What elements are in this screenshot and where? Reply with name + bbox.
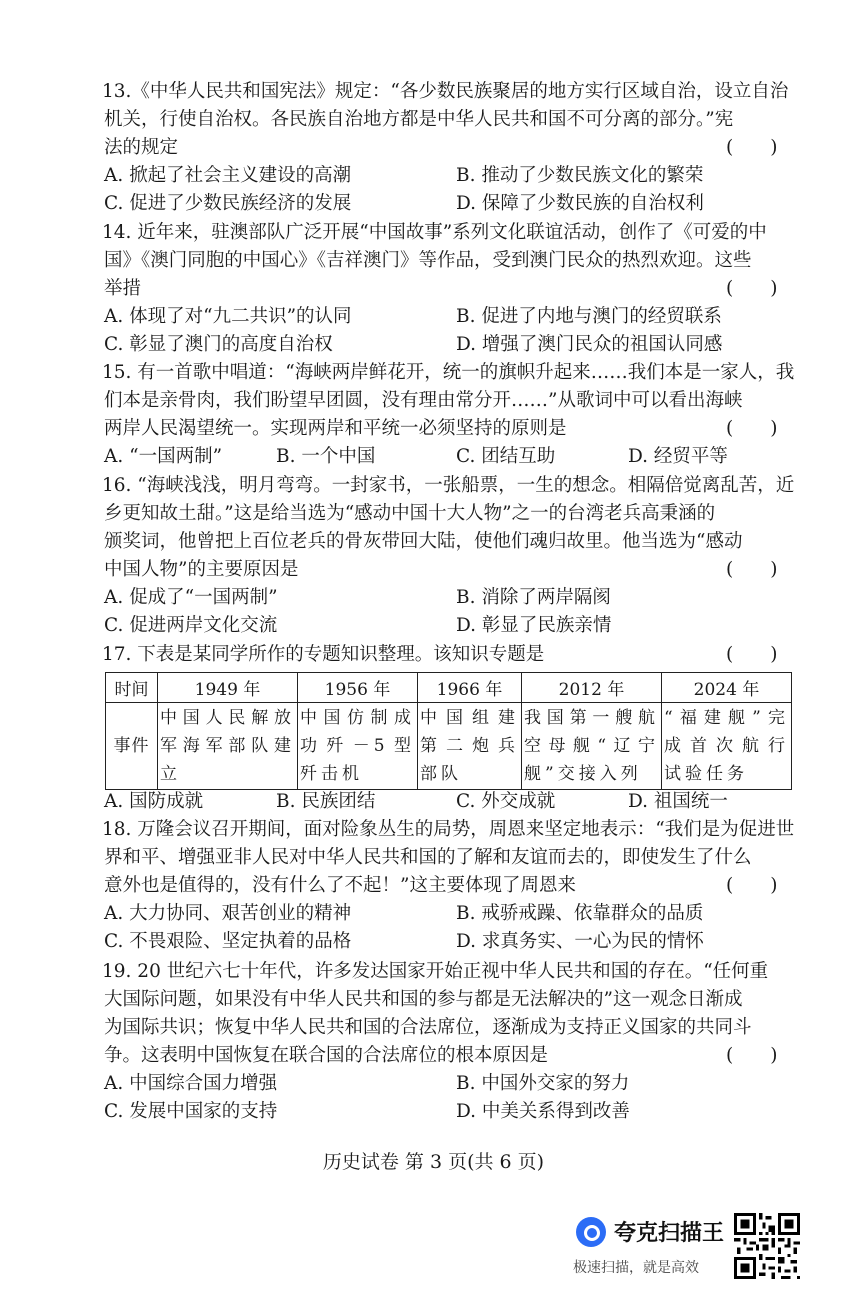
question-stem-line: 为国际共识；恢复中华人民共和国的合法席位，逐渐成为支持正义国家的共同斗 xyxy=(104,1017,752,1038)
question-stem-line: 颁奖词，他曾把上百位老兵的骨灰带回大陆，使他们魂归故里。他当选为“感动 xyxy=(104,531,743,552)
answer-bracket: ( ) xyxy=(726,644,778,665)
option-d: D. 中美关系得到改善 xyxy=(456,1101,630,1122)
option-d: D. 经贸平等 xyxy=(628,446,728,467)
question-stem-line: 举措 xyxy=(104,278,142,299)
option-c: C. 促进了少数民族经济的发展 xyxy=(104,193,352,214)
table-year: 2012 年 xyxy=(522,673,662,703)
table-row xyxy=(106,703,792,790)
option-a: A. 大力协同、艰苦创业的精神 xyxy=(104,903,352,924)
question-stem-line: 中国人物”的主要原因是 xyxy=(104,559,299,580)
question-stem-line: 19. 20 世纪六七十年代，许多发达国家开始正视中华人民共和国的存在。“任何重 xyxy=(102,961,769,982)
option-a: A. 掀起了社会主义建设的高潮 xyxy=(104,165,352,186)
option-d: D. 增强了澳门民众的祖国认同感 xyxy=(456,334,723,355)
question-stem-line: 机关，行使自治权。各民族自治地方都是中华人民共和国不可分离的部分。”宪 xyxy=(104,109,734,130)
table-row-label: 事件 xyxy=(106,703,158,790)
question-stem-line: 意外也是值得的，没有什么了不起！”这主要体现了周恩来 xyxy=(104,875,576,896)
page-footer: 历史试卷 第 3 页(共 6 页) xyxy=(322,1151,545,1173)
table-year: 1956 年 xyxy=(298,673,418,703)
question-stem-line: 14. 近年来，驻澳部队广泛开展“中国故事”系列文化联谊活动，创作了《可爱的中 xyxy=(102,222,767,243)
option-c: C. 彰显了澳门的高度自治权 xyxy=(104,334,333,355)
option-b: B. 民族团结 xyxy=(276,791,376,812)
qr-code-icon xyxy=(734,1213,800,1279)
question-stem-line: 国》《澳门同胞的中国心》《吉祥澳门》等作品，受到澳门民众的热烈欢迎。这些 xyxy=(104,250,752,271)
option-d: D. 保障了少数民族的自治权利 xyxy=(456,193,704,214)
question-stem-line: 13.《中华人民共和国宪法》规定：“各少数民族聚居的地方实行区域自治，设立自治 xyxy=(102,81,789,102)
option-b: B. 一个中国 xyxy=(276,446,376,467)
table-header-label: 时间 xyxy=(106,673,158,703)
question-stem-line: 15. 有一首歌中唱道：“海峡两岸鲜花开，统一的旗帜升起来……我们本是一家人，我 xyxy=(102,362,795,383)
question-stem-line: 争。这表明中国恢复在联合国的合法席位的根本原因是 xyxy=(104,1045,549,1066)
scanner-slogan: 极速扫描，就是高效 xyxy=(573,1260,699,1276)
option-a: A. 国防成就 xyxy=(104,791,204,812)
table-cell: 我国第一艘航空母舰“辽宁舰”交接入列 xyxy=(522,703,662,790)
option-b: B. 促进了内地与澳门的经贸联系 xyxy=(456,306,722,327)
question-stem-line: 18. 万隆会议召开期间，面对险象丛生的局势，周恩来坚定地表示：“我们是为促进世 xyxy=(102,819,795,840)
option-a: A. 促成了“一国两制” xyxy=(104,587,278,608)
answer-bracket: ( ) xyxy=(726,278,778,299)
question-stem-line: 大国际问题，如果没有中华人民共和国的参与都是无法解决的”这一观念日渐成 xyxy=(104,989,743,1010)
option-d: D. 彰显了民族亲情 xyxy=(456,615,612,636)
option-a: A. 体现了对“九二共识”的认同 xyxy=(104,306,352,327)
scanner-watermark xyxy=(576,1216,724,1247)
scanner-brand-name: 夸克扫描王 xyxy=(614,1221,725,1246)
question-stem-line: 16. “海峡浅浅，明月弯弯。一封家书，一张船票，一生的想念。相隔倍觉离乱苦，近 xyxy=(102,475,795,496)
table-year: 1949 年 xyxy=(158,673,298,703)
option-a: A. 中国综合国力增强 xyxy=(104,1073,278,1094)
answer-bracket: ( ) xyxy=(726,875,778,896)
scanner-logo-icon xyxy=(576,1217,606,1247)
option-c: C. 促进两岸文化交流 xyxy=(104,615,278,636)
table-cell: 中国组建第二炮兵部队 xyxy=(418,703,522,790)
table-cell: “福建舰”完成首次航行试验任务 xyxy=(662,703,792,790)
option-c: C. 不畏艰险、坚定执着的品格 xyxy=(104,931,352,952)
option-c: C. 团结互助 xyxy=(456,446,556,467)
option-c: C. 发展中国家的支持 xyxy=(104,1101,278,1122)
question-stem-line: 法的规定 xyxy=(104,137,179,158)
question-stem-line: 界和平、增强亚非人民对中华人民共和国的了解和友谊而去的，即使发生了什么 xyxy=(104,847,752,868)
answer-bracket: ( ) xyxy=(726,418,778,439)
answer-bracket: ( ) xyxy=(726,1045,778,1066)
option-d: D. 求真务实、一心为民的情怀 xyxy=(456,931,704,952)
option-b: B. 中国外交家的努力 xyxy=(456,1073,630,1094)
table-year: 1966 年 xyxy=(418,673,522,703)
table-cell: 中国仿制成功歼－5型歼击机 xyxy=(298,703,418,790)
question-stem-line: 两岸人民渴望统一。实现两岸和平统一必须坚持的原则是 xyxy=(104,418,567,439)
table-header-row xyxy=(106,673,792,703)
option-a: A. “一国两制” xyxy=(104,446,223,467)
option-c: C. 外交成就 xyxy=(456,791,556,812)
answer-bracket: ( ) xyxy=(726,137,778,158)
option-b: B. 推动了少数民族文化的繁荣 xyxy=(456,165,704,186)
knowledge-table xyxy=(105,672,792,790)
option-b: B. 戒骄戒躁、依靠群众的品质 xyxy=(456,903,704,924)
table-year: 2024 年 xyxy=(662,673,792,703)
question-stem-line: 17. 下表是某同学所作的专题知识整理。该知识专题是 xyxy=(102,644,545,665)
question-stem-line: 乡更知故土甜。”这是给当选为“感动中国十大人物”之一的台湾老兵高秉涵的 xyxy=(104,503,716,524)
option-d: D. 祖国统一 xyxy=(628,791,728,812)
question-stem-line: 们本是亲骨肉，我们盼望早团圆，没有理由常分开……”从歌词中可以看出海峡 xyxy=(104,390,743,411)
option-b: B. 消除了两岸隔阂 xyxy=(456,587,611,608)
answer-bracket: ( ) xyxy=(726,559,778,580)
table-cell: 中国人民解放军海军部队建立 xyxy=(158,703,298,790)
